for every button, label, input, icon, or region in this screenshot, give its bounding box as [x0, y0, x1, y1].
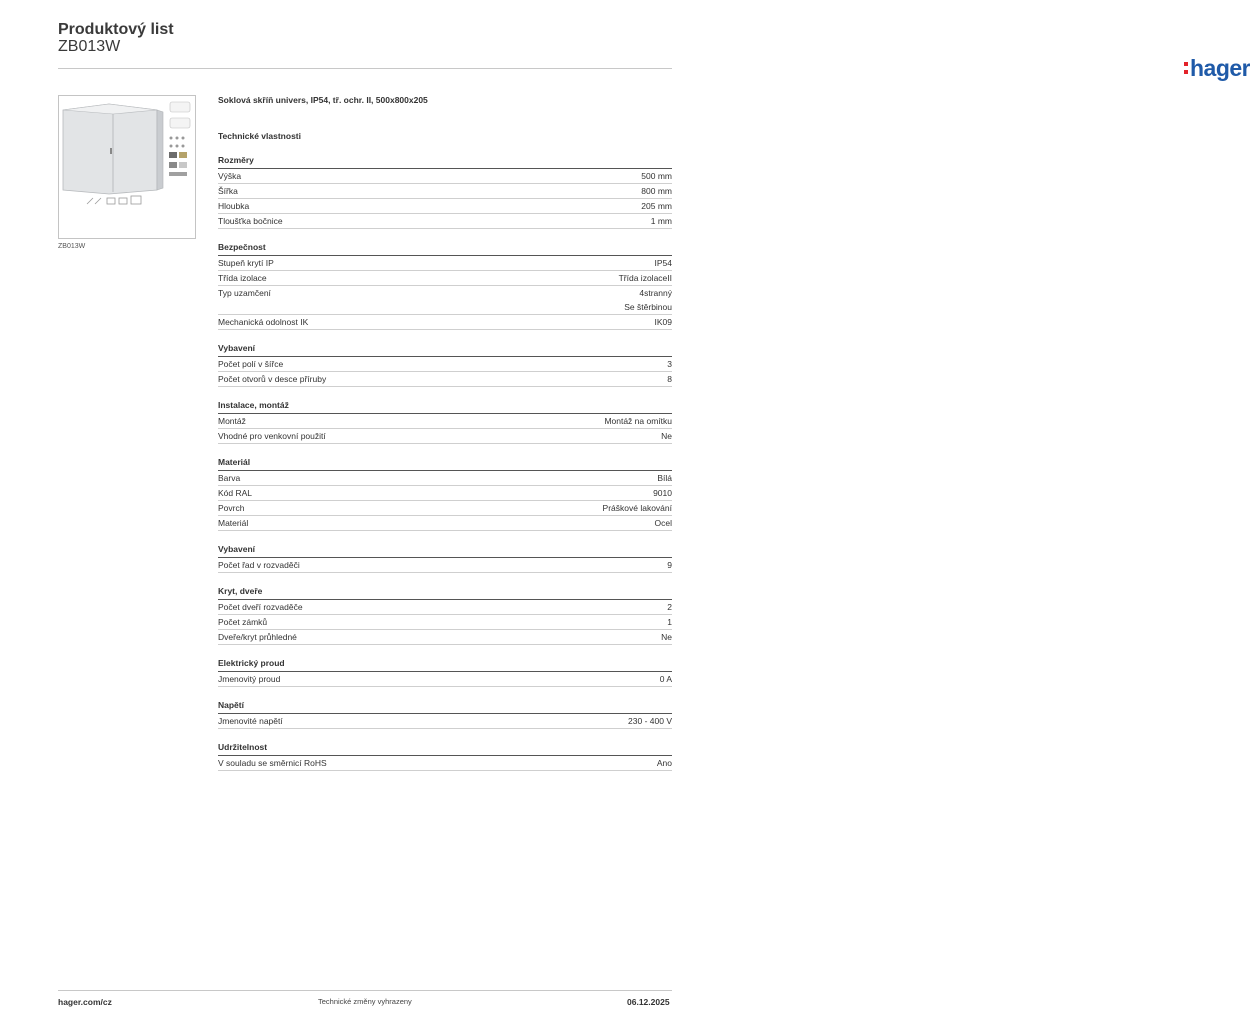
- spec-label: Materiál: [218, 518, 249, 528]
- spec-value: Třída izolaceII: [618, 273, 672, 283]
- spec-group-title: Napětí: [218, 698, 672, 714]
- product-description: Soklová skříň univers, IP54, tř. ochr. II, 500x800x205: [218, 95, 428, 105]
- spec-row: [218, 315, 672, 330]
- spec-row: [218, 199, 672, 214]
- logo-text: hager: [1190, 55, 1250, 81]
- image-caption: ZB013W: [58, 243, 86, 250]
- spec-row: [218, 414, 672, 429]
- spec-group-title: Materiál: [218, 455, 672, 471]
- spec-row: [218, 630, 672, 645]
- spec-label: Kód RAL: [218, 488, 253, 498]
- spec-group: [218, 740, 672, 771]
- spec-group-title: Rozměry: [218, 153, 672, 169]
- spec-label: Šířka: [218, 186, 238, 196]
- spec-value: Ano: [656, 758, 672, 768]
- spec-row: [218, 271, 672, 286]
- spec-label: Počet otvorů v desce příruby: [218, 374, 327, 384]
- spec-value: 9: [667, 560, 672, 570]
- spec-value: Ne: [661, 431, 672, 441]
- spec-value: Práškové lakování: [602, 503, 672, 513]
- page-title: Produktový list: [58, 21, 174, 38]
- spec-label: Dveře/kryt průhledné: [218, 632, 297, 642]
- spec-label: Stupeň krytí IP: [218, 258, 274, 268]
- footer-website-link[interactable]: hager.com/cz: [58, 997, 112, 1007]
- spec-value: IP54: [654, 258, 672, 268]
- spec-label: Vhodné pro venkovní použití: [218, 431, 326, 441]
- logo-dots-icon: [1184, 62, 1188, 78]
- spec-row: [218, 372, 672, 387]
- spec-value: Montáž na omítku: [604, 416, 672, 426]
- spec-label: Počet řad v rozvaděči: [218, 560, 300, 570]
- spec-row: [218, 429, 672, 444]
- spec-label: Povrch: [218, 503, 245, 513]
- spec-label: Mechanická odolnost IK: [218, 317, 309, 327]
- spec-value: 230 - 400 V: [628, 716, 672, 726]
- spec-group-title: Vybavení: [218, 341, 672, 357]
- product-code: ZB013W: [58, 38, 121, 55]
- spec-value: 0 A: [659, 674, 672, 684]
- spec-group-title: Vybavení: [218, 542, 672, 558]
- spec-value: Ocel: [654, 518, 672, 528]
- spec-group-title: Kryt, dveře: [218, 584, 672, 600]
- spec-label: Počet dveří rozvaděče: [218, 602, 303, 612]
- spec-label: Barva: [218, 473, 241, 483]
- spec-label: Jmenovitý proud: [218, 674, 281, 684]
- spec-value: Bílá: [657, 473, 672, 483]
- spec-group: [218, 656, 672, 687]
- spec-row: [218, 286, 672, 315]
- spec-value: 8: [667, 374, 672, 384]
- footer-divider: [58, 990, 672, 991]
- spec-row: [218, 615, 672, 630]
- spec-label: Typ uzamčení: [218, 288, 271, 298]
- spec-group: [218, 398, 672, 444]
- spec-label: Třída izolace: [218, 273, 267, 283]
- spec-row: [218, 486, 672, 501]
- spec-group-title: Elektrický proud: [218, 656, 672, 672]
- spec-row: [218, 672, 672, 687]
- spec-group: [218, 341, 672, 387]
- spec-label: Výška: [218, 171, 242, 181]
- spec-group: [218, 455, 672, 531]
- spec-row: [218, 256, 672, 271]
- product-image: [58, 95, 196, 239]
- spec-row: [218, 600, 672, 615]
- spec-row: [218, 169, 672, 184]
- spec-value: 9010: [653, 488, 672, 498]
- spec-value: 500 mm: [641, 171, 672, 181]
- spec-table: [218, 153, 672, 771]
- spec-label: Hloubka: [218, 201, 250, 211]
- spec-label: Montáž: [218, 416, 246, 426]
- spec-label: V souladu se směrnicí RoHS: [218, 758, 327, 768]
- spec-value: Ne: [661, 632, 672, 642]
- spec-label: Počet zámků: [218, 617, 268, 627]
- spec-group: [218, 698, 672, 729]
- section-heading: Technické vlastnosti: [218, 131, 301, 141]
- footer-date: 06.12.2025: [627, 997, 670, 1007]
- enclosure-illustration: [59, 96, 195, 238]
- spec-group-title: Instalace, montáž: [218, 398, 672, 414]
- spec-value: 3: [667, 359, 672, 369]
- spec-row: [218, 184, 672, 199]
- spec-label: Tloušťka bočnice: [218, 216, 283, 226]
- spec-row: [218, 756, 672, 771]
- spec-row: [218, 501, 672, 516]
- spec-value: 800 mm: [641, 186, 672, 196]
- spec-group: [218, 240, 672, 330]
- spec-group-title: Udržitelnost: [218, 740, 672, 756]
- spec-row: [218, 357, 672, 372]
- spec-row: [218, 214, 672, 229]
- spec-value: 205 mm: [641, 201, 672, 211]
- spec-label: Počet polí v šířce: [218, 359, 284, 369]
- spec-row: [218, 516, 672, 531]
- spec-group-title: Bezpečnost: [218, 240, 672, 256]
- spec-value: 4stranný Se štěrbinou: [624, 288, 672, 312]
- spec-row: [218, 714, 672, 729]
- spec-row: [218, 558, 672, 573]
- spec-group: [218, 542, 672, 573]
- spec-row: [218, 471, 672, 486]
- spec-label: Jmenovité napětí: [218, 716, 283, 726]
- spec-value: 1: [667, 617, 672, 627]
- spec-value: 2: [667, 602, 672, 612]
- header-divider: [58, 68, 672, 69]
- spec-group: [218, 584, 672, 645]
- spec-group: [218, 153, 672, 229]
- spec-value: IK09: [654, 317, 672, 327]
- spec-value: 1 mm: [650, 216, 672, 226]
- footer-note: Technické změny vyhrazeny: [318, 997, 412, 1006]
